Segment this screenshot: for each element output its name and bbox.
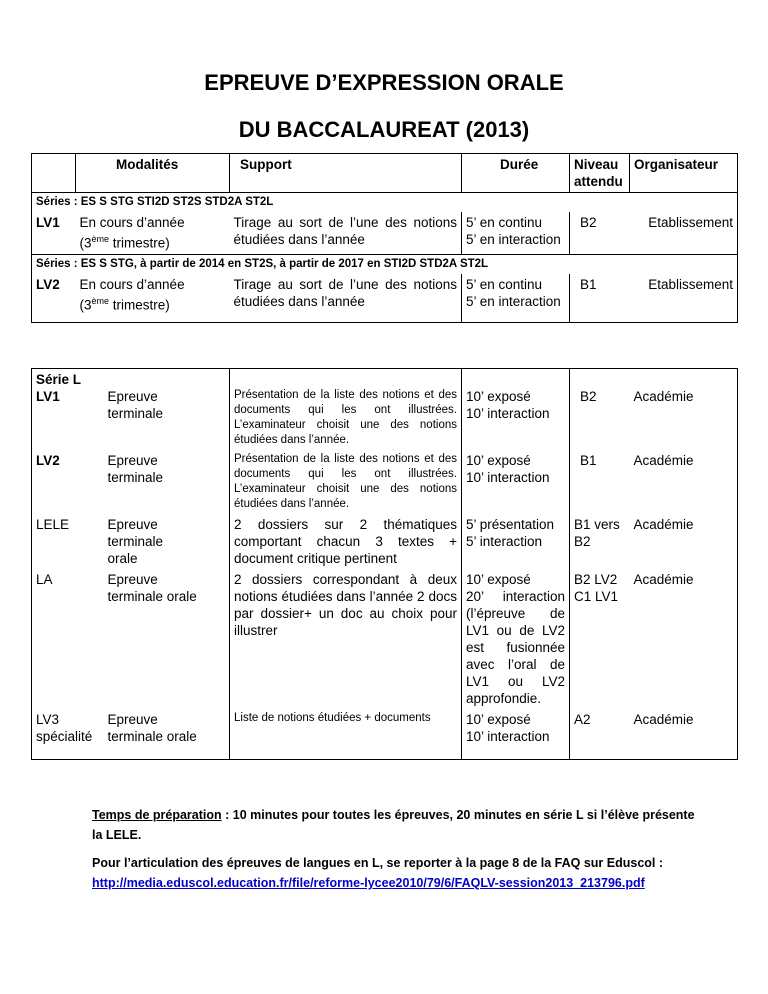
row-support: Présentation de la liste des notions et des documents qui les ont illustrées. L’examinateur choisit une des notions étudiées dans l’année.: [230, 450, 462, 514]
modalite-trimestre: [80, 293, 226, 314]
row-modalite: Epreuve terminale orale: [107, 517, 164, 566]
row-organisateur: Académie: [630, 369, 738, 451]
row-duree: 10’ exposé 10’ interaction: [462, 369, 570, 451]
series-label: Séries : ES S STG STI2D ST2S STD2A ST2L: [32, 193, 738, 213]
table-row: [32, 369, 738, 451]
table-serie-l: [31, 368, 738, 760]
row-niveau: B1 vers B2: [574, 517, 620, 549]
header-niveau: Niveau attendu: [570, 154, 630, 193]
row-organisateur: Académie: [630, 709, 738, 760]
row-duree: 10’ exposé 10’ interaction: [462, 709, 570, 760]
row-organisateur: Etablissement: [630, 274, 738, 323]
preparation-text: : 10 minutes pour toutes les épreuves, 20 minutes en série L si l’élève présente la LELE.: [92, 808, 695, 842]
eduscol-link[interactable]: http://media.eduscol.education.fr/file/reforme-lycee2010/79/6/FAQLV-session2013_213796.pdf: [92, 876, 645, 890]
row-support: 2 dossiers sur 2 thématiques comportant chacun 3 textes + document critique pertinent: [230, 514, 462, 569]
row-duree: 10’ exposé 10’ interaction: [462, 450, 570, 514]
row-duree: 5’ en continu 5’ en interaction: [462, 212, 570, 254]
trimestre-sup: ème: [91, 234, 110, 244]
table-row: [32, 274, 738, 323]
row-support: Présentation de la liste des notions et des documents qui les ont illustrées. L’examinateur choisit une des notions étudiées dans l’année.: [230, 369, 462, 451]
row-organisateur: Etablissement: [630, 212, 738, 254]
row-modalite: [76, 274, 230, 323]
document-title: EPREUVE D’EXPRESSION ORALE: [204, 70, 564, 95]
series-row: [32, 193, 738, 213]
row-niveau: B1: [580, 453, 597, 468]
articulation-note: [92, 853, 702, 893]
trimestre-word: trimestre): [109, 297, 170, 312]
row-support: Tirage au sort de l’une des notions étudiées dans l’année: [230, 212, 462, 254]
table-row: [32, 569, 738, 709]
row-organisateur: Académie: [630, 569, 738, 709]
row-label-text: LV1: [36, 389, 60, 404]
trimestre-number: (3: [79, 297, 92, 312]
modalite-trimestre: [80, 231, 226, 252]
table-row: [32, 709, 738, 760]
row-modalite: Epreuve terminale orale: [107, 572, 197, 604]
row-niveau: B2 LV2 C1 LV1: [574, 572, 619, 604]
preparation-note: [92, 805, 702, 845]
table-series-generales: [31, 153, 738, 323]
row-niveau: A2: [570, 709, 630, 760]
row-modalite: [76, 212, 230, 254]
trimestre-word: trimestre): [109, 235, 170, 251]
row-modalite: Epreuve terminale: [104, 369, 230, 451]
document-subtitle: DU BACCALAUREAT (2013): [238, 117, 530, 142]
row-modalite: Epreuve terminale: [107, 453, 164, 485]
table-row: [32, 212, 738, 254]
row-organisateur: Académie: [630, 514, 738, 569]
row-label: LV1: [32, 212, 76, 254]
header-support: Support: [230, 154, 462, 193]
row-label: LV3 spécialité: [32, 709, 104, 760]
row-support: Liste de notions étudiées + documents: [230, 709, 462, 760]
row-support: 2 dossiers correspondant à deux notions étudiées dans l’année 2 docs par dossier+ un doc au choix pour illustrer: [230, 569, 462, 709]
header-modalites: Modalités: [76, 154, 230, 193]
row-niveau: B2: [570, 212, 630, 254]
header-organisateur: Organisateur: [630, 154, 738, 193]
row-duree: 5’ présentation 5’ interaction: [462, 514, 570, 569]
row-modalite: Epreuve terminale orale: [104, 709, 230, 760]
series-label: Séries : ES S STG, à partir de 2014 en ST2S, à partir de 2017 en STI2D STD2A ST2L: [32, 254, 738, 274]
row-label: LA: [32, 569, 104, 709]
modalite-line: En cours d’année: [79, 276, 185, 292]
table-row: [32, 450, 738, 514]
series-row: [32, 254, 738, 274]
trimestre-number: (3: [79, 235, 92, 251]
row-label: LELE: [32, 514, 104, 569]
row-label: LV2: [32, 274, 76, 323]
preparation-label: Temps de préparation: [92, 808, 222, 822]
modalite-line: En cours d’année: [79, 215, 185, 230]
header-duree: Durée: [462, 154, 570, 193]
row-support: Tirage au sort de l’une des notions étudiées dans l’année: [230, 274, 462, 323]
row-label: [32, 369, 104, 451]
header-empty: [32, 154, 76, 193]
row-niveau: B1: [570, 274, 630, 323]
row-label: LV2: [32, 450, 104, 514]
table-header-row: [32, 154, 738, 193]
table-row: [32, 514, 738, 569]
row-duree: 10’ exposé 20’ interaction (l’épreuve de LV1 ou de LV2 est fusionnée avec l’oral de LV1 ou LV2 approfondie.: [462, 569, 570, 709]
articulation-text: Pour l’articulation des épreuves de langues en L, se reporter à la page 8 de la FAQ sur Eduscol :: [92, 856, 664, 870]
serie-label: Série L: [36, 372, 82, 387]
row-duree: 5’ en continu 5’ en interaction: [462, 274, 570, 323]
row-niveau: B2: [570, 369, 630, 451]
row-organisateur: Académie: [630, 450, 738, 514]
trimestre-sup: ème: [91, 295, 110, 306]
